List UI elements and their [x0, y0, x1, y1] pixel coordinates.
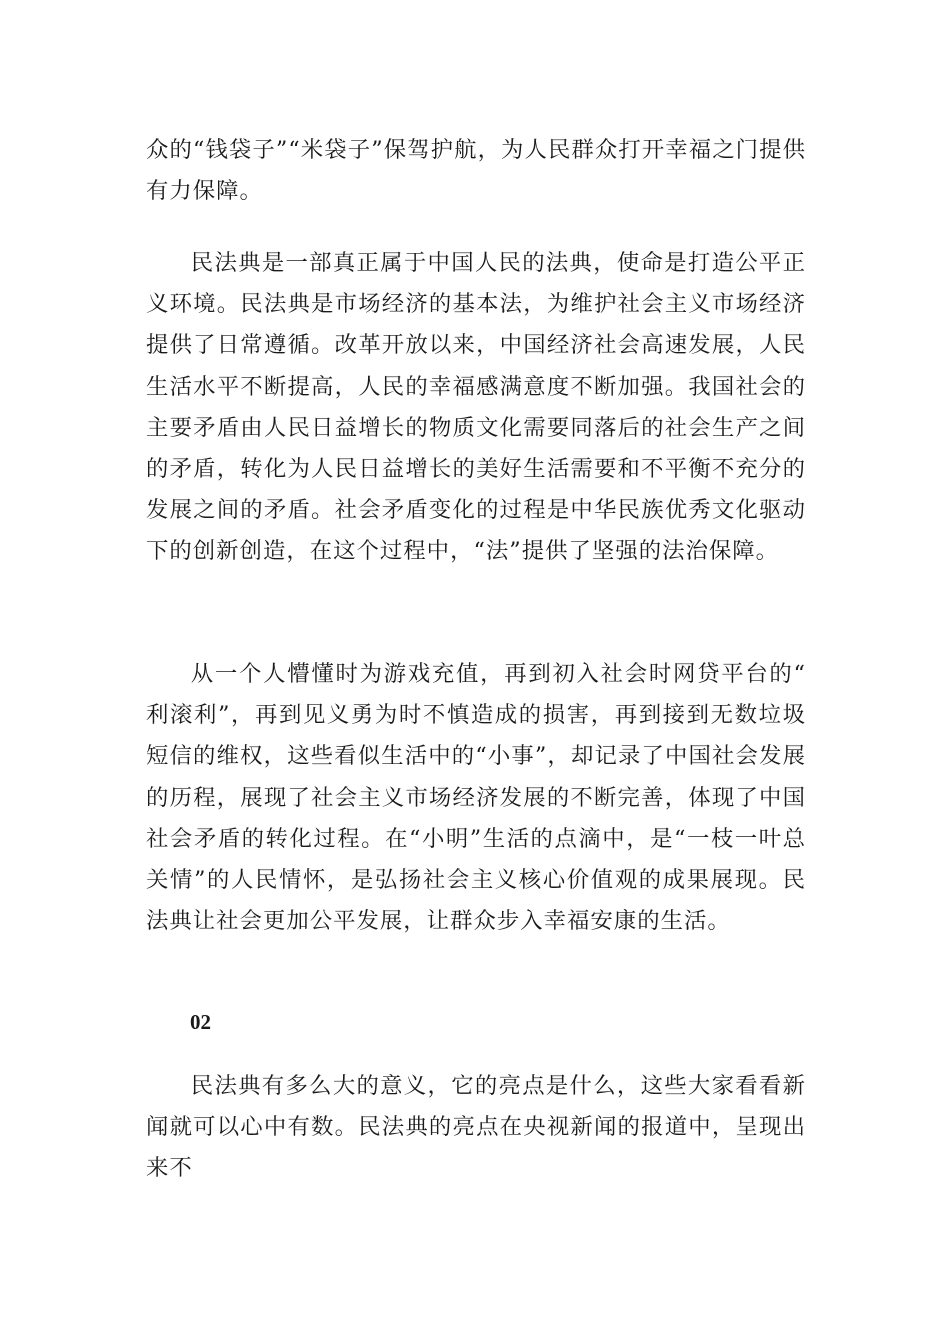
paragraph-civil-code-fairness: 民法典是一部真正属于中国人民的法典，使命是打造公平正义环境。民法典是市场经济的基本法，为维护社会主义市场经济提供了日常遵循。改革开放以来，中国经济社会高速发展，人民生活水平不断提高，人民的幸福感满意度不断加强。我国社会的主要矛盾由人民日益增长的物质文化需要同落后的社会生产之间的矛盾，转化为人民日益增长的美好生活需要和不平衡不充分的发展之间的矛盾。社会矛盾变化的过程是中华民族优秀文化驱动下的创新创造，在这个过程中，“法”提供了坚强的法治保障。 [146, 250, 806, 565]
paragraph-continued: 众的“钱袋子”“米袋子”保驾护航，为人民群众打开幸福之门提供有力保障。 [146, 137, 806, 205]
section-heading-02: 02 [190, 1010, 211, 1034]
paragraph-xiaoming-story: 从一个人懵懂时为游戏充值，再到初入社会时网贷平台的“利滚利”，再到见义勇为时不慎造成的损害，再到接到无数垃圾短信的维权，这些看似生活中的“小事”，却记录了中国社会发展的历程，展现了社会主义市场经济发展的不断完善，体现了中国社会矛盾的转化过程。在“小明”生活的点滴中，是“一枝一叶总关情”的人民情怀，是弘扬社会主义核心价值观的成果展现。民法典让社会更加公平发展，让群众步入幸福安康的生活。 [146, 661, 806, 935]
paragraph-highlights: 民法典有多么大的意义，它的亮点是什么，这些大家看看新闻就可以心中有数。民法典的亮点在央视新闻的报道中，呈现出来不 [146, 1073, 806, 1182]
